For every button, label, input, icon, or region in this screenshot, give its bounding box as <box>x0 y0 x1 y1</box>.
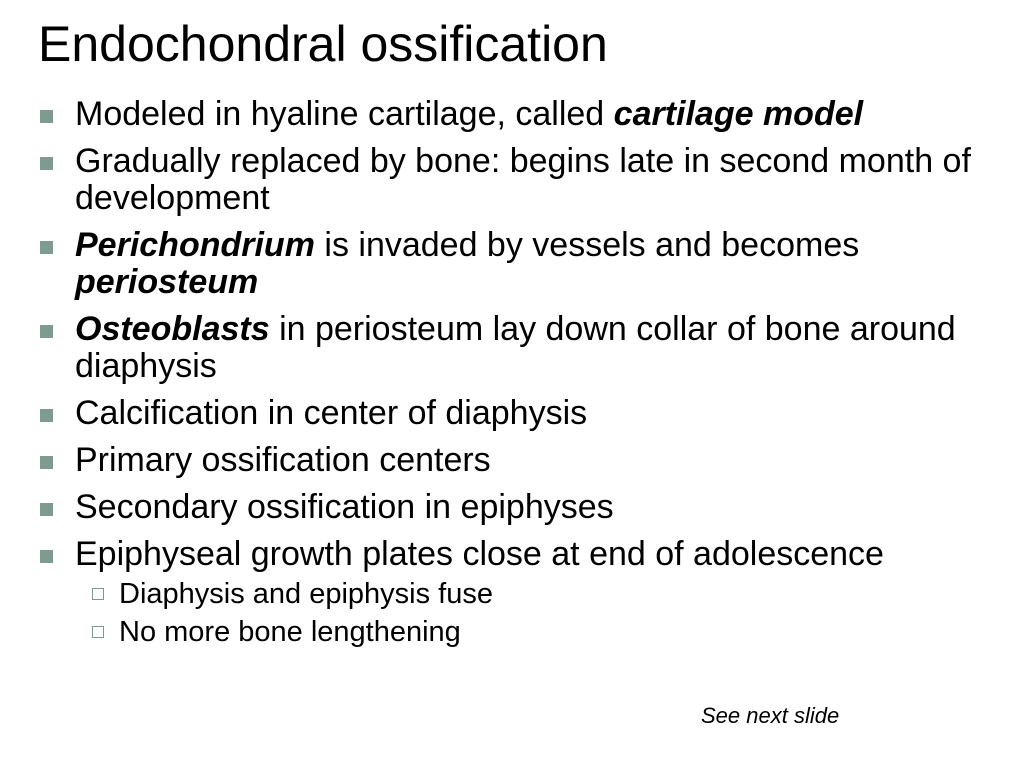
sub-bullet-list <box>75 575 998 651</box>
square-bullet-icon <box>40 110 53 123</box>
sub-bullet-item <box>75 613 998 651</box>
bullet-text: Primary ossification centers <box>75 441 491 479</box>
bullet-text: Secondary ossification in epiphyses <box>75 488 614 526</box>
bullet-item <box>38 536 998 651</box>
bullet-text: in periosteum lay down collar of bone around diaphysis <box>75 310 956 385</box>
bullet-item <box>38 442 998 479</box>
bullet-text: Calcification in center of diaphysis <box>75 394 588 432</box>
square-bullet-icon <box>40 241 53 254</box>
bullet-list <box>38 96 998 661</box>
bullet-emphasis: periosteum <box>75 263 259 301</box>
sub-bullet-item <box>75 575 998 613</box>
bullet-item <box>38 227 998 301</box>
square-bullet-icon <box>40 456 53 469</box>
bullet-emphasis: cartilage model <box>613 95 864 133</box>
bullet-text: is invaded by vessels and becomes <box>314 226 860 264</box>
square-bullet-icon <box>40 157 53 170</box>
slide-title: Endochondral ossification <box>38 16 608 72</box>
bullet-text: Modeled in hyaline cartilage, called <box>75 95 614 133</box>
sub-bullet-text: No more bone lengthening <box>119 616 461 648</box>
bullet-emphasis: Osteoblasts <box>75 310 270 348</box>
hollow-square-bullet-icon <box>92 588 104 600</box>
see-next-slide-note: See next slide <box>701 703 840 728</box>
square-bullet-icon <box>40 550 53 563</box>
bullet-item <box>38 395 998 432</box>
bullet-item <box>38 96 998 133</box>
bullet-text: Gradually replaced by bone: begins late in second month of development <box>75 142 971 217</box>
bullet-emphasis: Perichondrium <box>75 226 315 264</box>
bullet-text: Epiphyseal growth plates close at end of adolescence <box>75 535 884 573</box>
square-bullet-icon <box>40 325 53 338</box>
square-bullet-icon <box>40 409 53 422</box>
sub-bullet-text: Diaphysis and epiphysis fuse <box>119 578 493 610</box>
bullet-item <box>38 489 998 526</box>
bullet-item <box>38 143 998 217</box>
hollow-square-bullet-icon <box>92 626 104 638</box>
bullet-item <box>38 311 998 385</box>
square-bullet-icon <box>40 503 53 516</box>
